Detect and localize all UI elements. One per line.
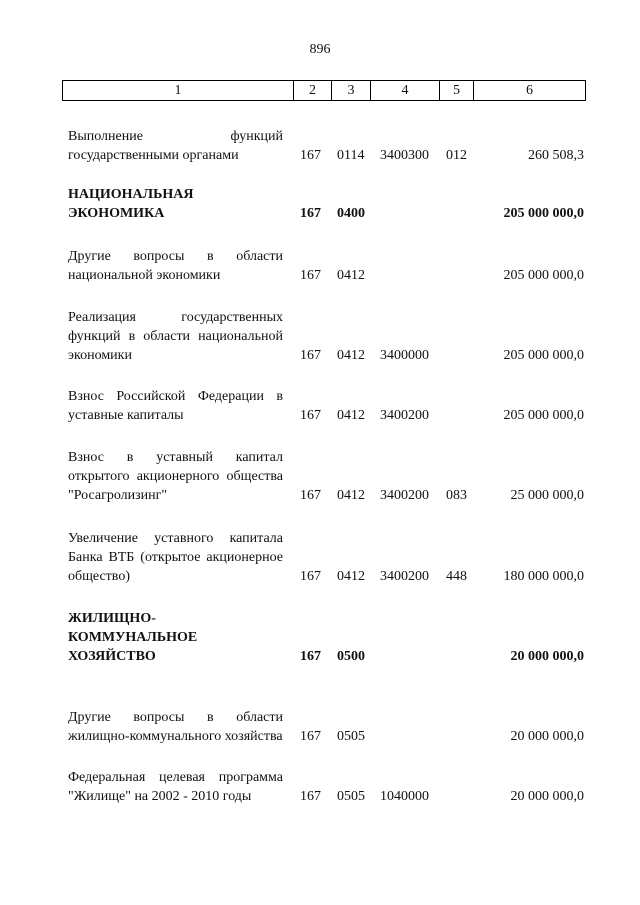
row-amount: 25 000 000,0 <box>510 488 584 503</box>
row-col-2: 167 <box>300 206 321 221</box>
row-col-2: 167 <box>300 268 321 283</box>
row-col-3: 0500 <box>337 649 365 664</box>
row-amount: 205 000 000,0 <box>503 268 584 283</box>
row-col-3: 0505 <box>337 729 365 744</box>
row-col-5: 012 <box>446 148 467 163</box>
table-row <box>68 355 584 425</box>
row-col-4: 3400200 <box>380 569 429 584</box>
column-5-header: 5 <box>440 81 474 101</box>
row-amount: 205 000 000,0 <box>503 206 584 221</box>
row-description: Взнос Российской Федерации в уставные капиталы <box>68 389 283 423</box>
row-description: Другие вопросы в области национальной экономики <box>68 249 283 283</box>
row-col-5: 448 <box>446 569 467 584</box>
row-amount: 20 000 000,0 <box>510 729 584 744</box>
row-description: Взнос в уставный капитал открытого акционерного общества "Росагролизинг" <box>68 450 283 503</box>
row-col-2: 167 <box>300 649 321 664</box>
row-col-3: 0412 <box>337 408 365 423</box>
row-col-3: 0400 <box>337 206 365 221</box>
row-col-3: 0412 <box>337 488 365 503</box>
row-amount: 205 000 000,0 <box>503 408 584 423</box>
row-col-4: 3400000 <box>380 348 429 363</box>
row-col-3: 0114 <box>337 148 365 163</box>
row-col-2: 167 <box>300 348 321 363</box>
row-description: Федеральная целевая программа "Жилище" на 2002 - 2010 годы <box>68 770 283 804</box>
row-col-2: 167 <box>300 408 321 423</box>
row-description: Выполнение функций государственными органами <box>68 129 283 163</box>
row-col-2: 167 <box>300 569 321 584</box>
row-col-3: 0412 <box>337 569 365 584</box>
column-6-header: 6 <box>474 81 586 101</box>
row-col-4: 1040000 <box>380 789 429 804</box>
page-number: 896 <box>309 42 331 57</box>
table-row <box>68 153 584 223</box>
row-col-3: 0412 <box>337 348 365 363</box>
column-3-header: 3 <box>332 81 371 101</box>
column-1-header: 1 <box>63 81 294 101</box>
row-amount: 205 000 000,0 <box>503 348 584 363</box>
column-2-header: 2 <box>294 81 332 101</box>
row-col-2: 167 <box>300 488 321 503</box>
table-row <box>68 596 584 666</box>
row-col-3: 0505 <box>337 789 365 804</box>
row-amount: 260 508,3 <box>528 148 584 163</box>
row-col-3: 0412 <box>337 268 365 283</box>
row-description: Реализация государственных функций в области национальной экономики <box>68 310 283 363</box>
row-col-2: 167 <box>300 729 321 744</box>
row-col-4: 3400200 <box>380 408 429 423</box>
row-amount: 20 000 000,0 <box>510 649 584 664</box>
row-description: НАЦИОНАЛЬНАЯ ЭКОНОМИКА <box>68 187 194 221</box>
row-col-4: 3400200 <box>380 488 429 503</box>
table-row <box>68 435 584 505</box>
row-description: ЖИЛИЩНО-КОММУНАЛЬНОЕ ХОЗЯЙСТВО <box>68 611 198 664</box>
column-4-header: 4 <box>371 81 440 101</box>
table-row <box>68 516 584 586</box>
row-amount: 20 000 000,0 <box>510 789 584 804</box>
row-description: Другие вопросы в области жилищно-коммунального хозяйства <box>68 710 283 744</box>
row-col-2: 167 <box>300 789 321 804</box>
row-col-5: 083 <box>446 488 467 503</box>
row-amount: 180 000 000,0 <box>503 569 584 584</box>
table-row <box>68 736 584 806</box>
row-col-4: 3400300 <box>380 148 429 163</box>
row-description: Увеличение уставного капитала Банка ВТБ (открытое акционерное общество) <box>68 531 283 584</box>
row-col-2: 167 <box>300 148 321 163</box>
table-row <box>68 215 584 285</box>
